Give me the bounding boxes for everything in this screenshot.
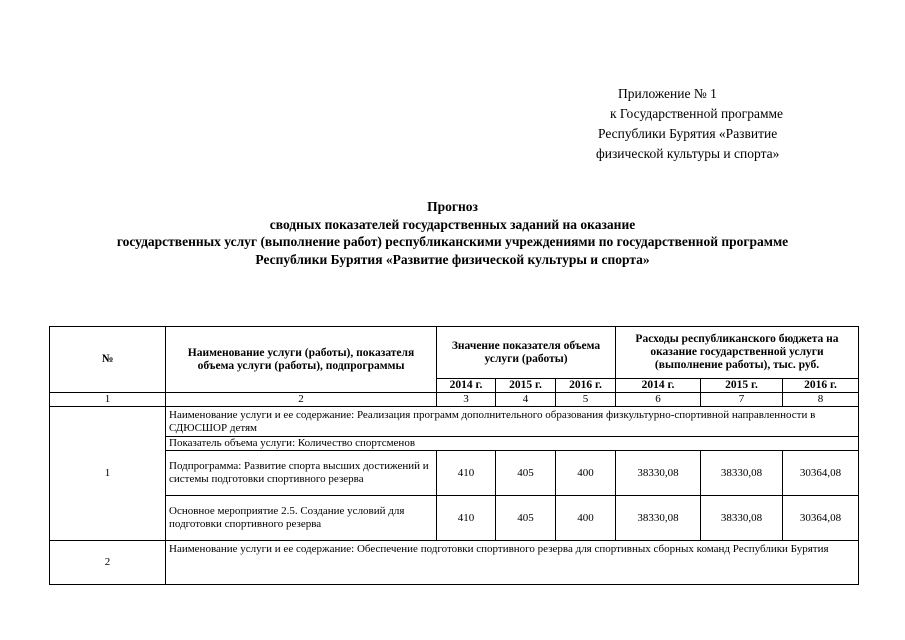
group2-service: Наименование услуги и ее содержание: Обеспечение подготовки спортивного резерва для спортивных сборных команд Республики Бурятия [166,541,859,585]
group1-service-row [50,407,859,437]
group1-number: 1 [50,407,166,541]
column-number: 6 [616,393,701,407]
expense-2016: 30364,08 [783,451,859,496]
group2-service-row [50,541,859,585]
volume-2015: 405 [496,496,556,541]
title-line-2: сводных показателей государственных заданий на оказание [269,216,636,232]
header-volume: Значение показателя объема услуги (работы) [437,327,616,379]
header-name: Наименование услуги (работы), показателя объема услуги (работы), подпрограммы [166,327,437,393]
group1-indicator-row [50,437,859,451]
column-number: 8 [783,393,859,407]
header-expenses: Расходы республиканского бюджета на оказание государственной услуги (выполнение работы), тыс. руб. [616,327,859,379]
appendix-line-1: Приложение № 1 [618,86,717,101]
expense-2015: 38330,08 [701,451,783,496]
header-year: 2016 г. [556,379,616,393]
document-title [0,198,905,268]
header-year: 2016 г. [783,379,859,393]
column-number: 4 [496,393,556,407]
volume-2016: 400 [556,451,616,496]
header-row [50,327,859,379]
column-numbers-row [50,393,859,407]
title-line-4: Республики Бурятия «Развитие физической культуры и спорта» [255,251,650,267]
title-line-3: государственных услуг (выполнение работ) республиканскими учреждениями по государственной программе [116,234,789,249]
column-number: 5 [556,393,616,407]
column-number: 2 [166,393,437,407]
table-row [50,451,859,496]
header-year: 2015 г. [496,379,556,393]
volume-2016: 400 [556,496,616,541]
appendix-line-3: Республики Бурятия «Развитие [598,126,778,141]
title-line-1: Прогноз [427,199,478,214]
column-number: 1 [50,393,166,407]
group2-number: 2 [50,541,166,585]
row-name: Подпрограмма: Развитие спорта высших достижений и системы подготовки спортивного резерва [166,451,437,496]
volume-2014: 410 [437,496,496,541]
expense-2015: 38330,08 [701,496,783,541]
header-year: 2014 г. [437,379,496,393]
header-num: № [50,327,166,393]
column-number: 7 [701,393,783,407]
table-row [50,496,859,541]
volume-2014: 410 [437,451,496,496]
expense-2014: 38330,08 [616,451,701,496]
column-number: 3 [437,393,496,407]
indicators-table [49,326,859,585]
appendix-block [560,84,840,164]
expense-2014: 38330,08 [616,496,701,541]
row-name: Основное мероприятие 2.5. Создание условий для подготовки спортивного резерва [166,496,437,541]
header-year: 2014 г. [616,379,701,393]
appendix-line-4: физической культуры и спорта» [596,146,780,161]
group1-service: Наименование услуги и ее содержание: Реализация программ дополнительного образования физкультурно-спортивной направленности в СДЮСШОР детям [166,407,859,437]
appendix-line-2: к Государственной программе [610,106,784,121]
header-year: 2015 г. [701,379,783,393]
expense-2016: 30364,08 [783,496,859,541]
group1-indicator: Показатель объема услуги: Количество спортсменов [166,437,859,451]
volume-2015: 405 [496,451,556,496]
